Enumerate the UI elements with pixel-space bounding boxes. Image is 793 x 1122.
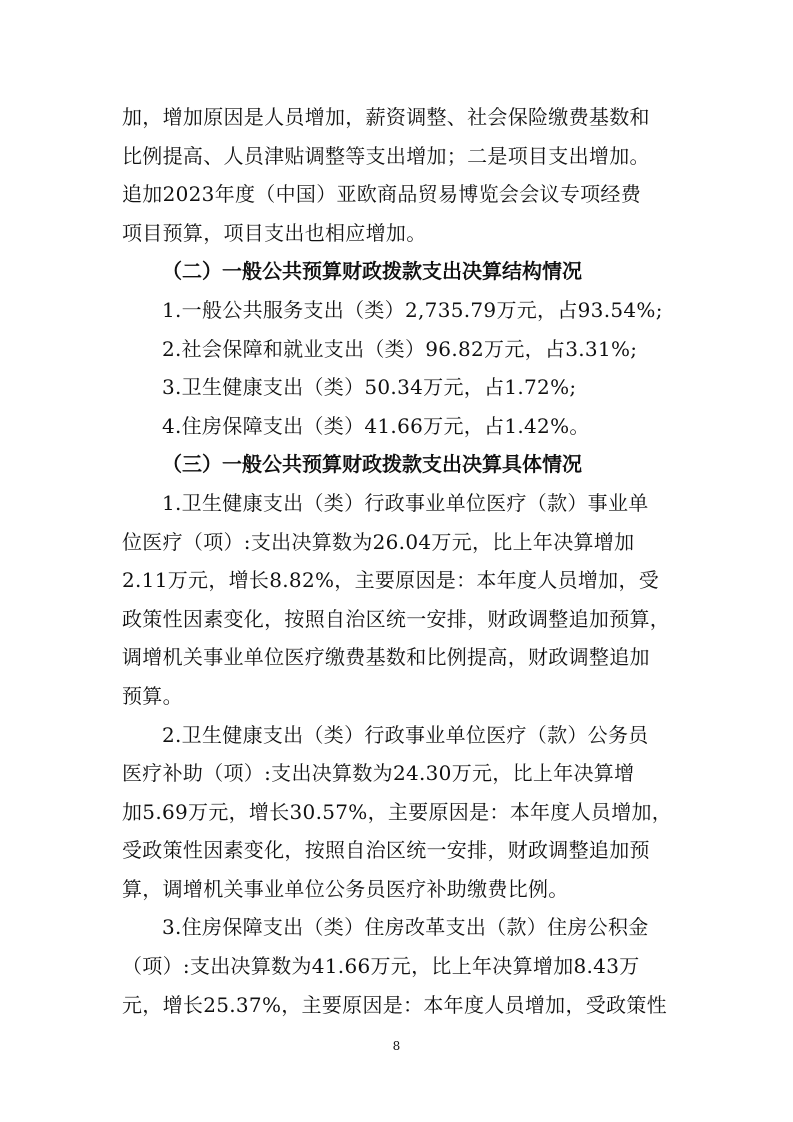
text-line: 医疗补助（项）:支出决算数为24.30万元，比上年决算增 bbox=[122, 761, 635, 786]
structure-item: 3.卫生健康支出（类）50.34万元，占1.72%; bbox=[162, 375, 577, 400]
text-line: 元，增长25.37%，主要原因是：本年度人员增加，受政策性 bbox=[122, 992, 667, 1017]
text-line: 比例提高、人员津贴调整等支出增加；二是项目支出增加。 bbox=[122, 143, 650, 168]
structure-item: 4.住房保障支出（类）41.66万元，占1.42%。 bbox=[162, 413, 590, 438]
detail-paragraph bbox=[122, 908, 678, 1024]
text-line: 1.卫生健康支出（类）行政事业单位医疗（款）事业单 bbox=[162, 490, 649, 515]
text-line: （项）:支出决算数为41.66万元，比上年决算增加8.43万 bbox=[122, 954, 640, 979]
text-line: 位医疗（项）:支出决算数为26.04万元，比上年决算增加 bbox=[122, 529, 635, 554]
detail-paragraph bbox=[122, 484, 678, 716]
detail-paragraph bbox=[122, 716, 678, 909]
text-line: 追加2023年度（中国）亚欧商品贸易博览会会议专项经费 bbox=[122, 182, 641, 207]
text-line: 2.11万元，增长8.82%，主要原因是：本年度人员增加，受 bbox=[122, 568, 660, 593]
text-line: 预算。 bbox=[122, 683, 183, 708]
text-line: 项目预算，项目支出也相应增加。 bbox=[122, 220, 427, 245]
text-line: 加，增加原因是人员增加，薪资调整、社会保险缴费基数和 bbox=[122, 105, 650, 129]
text-line: 受政策性因素变化，按照自治区统一安排，财政调整追加预 bbox=[122, 838, 650, 863]
text-line: 加5.69万元，增长30.57%，主要原因是：本年度人员增加， bbox=[122, 799, 673, 824]
text-line: 3.住房保障支出（类）住房改革支出（款）住房公积金 bbox=[162, 915, 649, 940]
text-line: 2.卫生健康支出（类）行政事业单位医疗（款）公务员 bbox=[162, 722, 649, 747]
text-line: 算，调增机关事业单位公务员医疗补助缴费比例。 bbox=[122, 876, 569, 901]
section-heading-details: （三）一般公共预算财政拨款支出决算具体情况 bbox=[162, 452, 582, 477]
structure-item: 1.一般公共服务支出（类）2,735.79万元，占93.54%; bbox=[162, 297, 663, 322]
section-heading-structure: （二）一般公共预算财政拨款支出决算结构情况 bbox=[162, 259, 582, 284]
text-line: 调增机关事业单位医疗缴费基数和比例提高，财政调整追加 bbox=[122, 645, 650, 670]
page-number: 8 bbox=[392, 1039, 401, 1053]
structure-item: 2.社会保障和就业支出（类）96.82万元，占3.31%; bbox=[162, 336, 638, 361]
text-line: 政策性因素变化，按照自治区统一安排，财政调整追加预算， bbox=[122, 606, 671, 631]
body-text bbox=[122, 98, 678, 1024]
continued-paragraph bbox=[122, 98, 678, 252]
